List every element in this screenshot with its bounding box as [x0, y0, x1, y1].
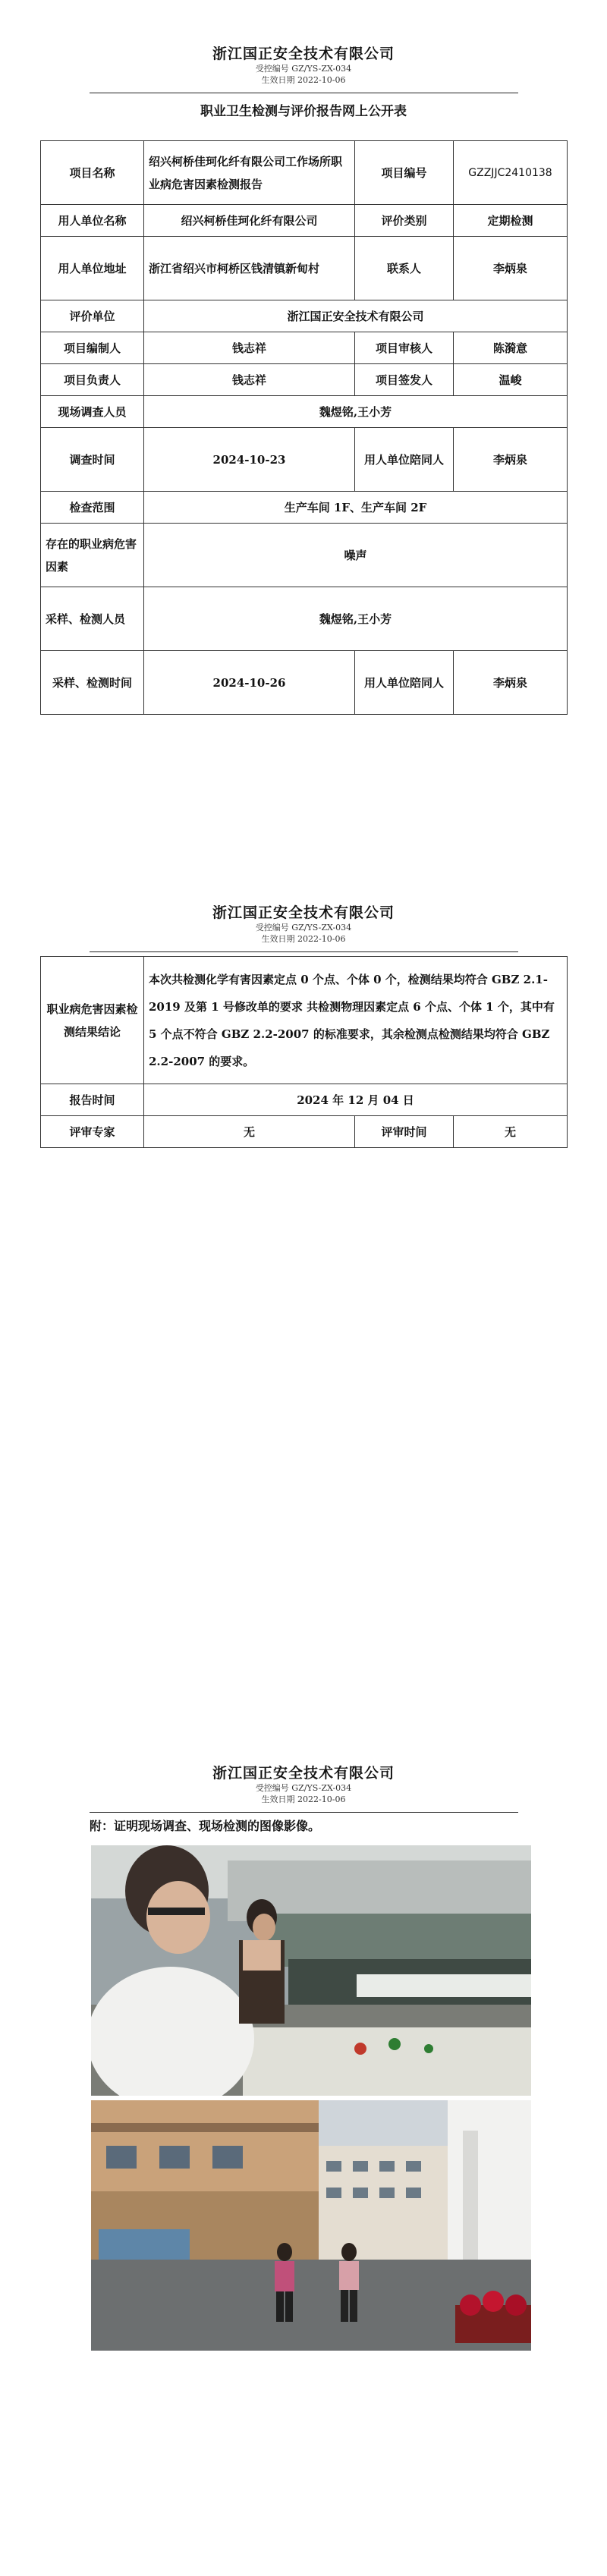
attachment-title: 附：证明现场调查、现场检测的图像影像。: [90, 1819, 321, 1833]
escort1-label: 用人单位陪同人: [355, 428, 454, 492]
report-info-table: [40, 140, 568, 715]
site-survey-photo: [91, 1845, 531, 2096]
employer-label: 用人单位名称: [41, 205, 144, 237]
effective-date: 生效日期 2022-10-06: [261, 934, 346, 944]
investigators-label: 现场调查人员: [41, 396, 144, 428]
header-rule: [90, 1812, 518, 1813]
company-name: 浙江国正安全技术有限公司: [212, 1765, 395, 1782]
experts-value: 无: [144, 1116, 355, 1148]
site-inspection-photo: [91, 2100, 531, 2351]
control-number: 受控编号 GZ/YS-ZX-034: [255, 923, 352, 933]
reviewer-label: 项目审核人: [355, 332, 454, 364]
project-no-value: GZZJJC2410138: [454, 141, 568, 205]
samplers-value: 魏煜铭,王小芳: [144, 587, 568, 651]
scope-label: 检查范围: [41, 492, 144, 524]
issuer-value: 温峻: [454, 364, 568, 396]
company-name: 浙江国正安全技术有限公司: [212, 904, 395, 921]
report-title: 职业卫生检测与评价报告网上公开表: [200, 104, 407, 119]
project-name-value: 绍兴柯桥佳珂化纤有限公司工作场所职业病危害因素检测报告: [144, 141, 355, 205]
conclusion-value: 本次共检测化学有害因素定点 0 个点、个体 0 个，检测结果均符合 GBZ 2.1-2019 及第 1 号修改单的要求 共检测物理因素定点 6 个点、个体 1 个，其中有 5 个点不符合 GBZ 2.2-2007 的标准要求，其余检测点检测结果均符合 GBZ 2.2-2007 的要求。: [144, 957, 568, 1084]
page-header: [0, 42, 607, 86]
conclusion-label: 职业病危害因素检测结果结论: [41, 957, 144, 1084]
scope-value: 生产车间 1F、生产车间 2F: [144, 492, 568, 524]
sampling-time-value: 2024-10-26: [144, 651, 355, 715]
contact-value: 李炳泉: [454, 237, 568, 300]
company-name: 浙江国正安全技术有限公司: [212, 46, 395, 62]
issuer-label: 项目签发人: [355, 364, 454, 396]
hazards-value: 噪声: [144, 524, 568, 587]
contact-label: 联系人: [355, 237, 454, 300]
compiler-value: 钱志祥: [144, 332, 355, 364]
employer-value: 绍兴柯桥佳珂化纤有限公司: [144, 205, 355, 237]
project-name-label: 项目名称: [41, 141, 144, 205]
review-time-label: 评审时间: [355, 1116, 454, 1148]
survey-time-label: 调查时间: [41, 428, 144, 492]
leader-value: 钱志祥: [144, 364, 355, 396]
escort1-value: 李炳泉: [454, 428, 568, 492]
experts-label: 评审专家: [41, 1116, 144, 1148]
project-no-label: 项目编号: [355, 141, 454, 205]
escort2-label: 用人单位陪同人: [355, 651, 454, 715]
conclusion-table: [40, 956, 568, 1148]
address-value: 浙江省绍兴市柯桥区钱清镇新甸村: [144, 237, 355, 300]
hazards-label: 存在的职业病危害因素: [41, 524, 144, 587]
review-time-value: 无: [454, 1116, 568, 1148]
report-time-label: 报告时间: [41, 1084, 144, 1116]
page-header: [0, 901, 607, 945]
eval-type-label: 评价类别: [355, 205, 454, 237]
escort2-value: 李炳泉: [454, 651, 568, 715]
samplers-label: 采样、检测人员: [41, 587, 144, 651]
effective-date: 生效日期 2022-10-06: [261, 1794, 346, 1804]
investigators-value: 魏煜铭,王小芳: [144, 396, 568, 428]
effective-date: 生效日期 2022-10-06: [261, 75, 346, 85]
address-label: 用人单位地址: [41, 237, 144, 300]
eval-type-value: 定期检测: [454, 205, 568, 237]
control-number: 受控编号 GZ/YS-ZX-034: [255, 1783, 352, 1793]
survey-time-value: 2024-10-23: [144, 428, 355, 492]
leader-label: 项目负责人: [41, 364, 144, 396]
sampling-time-label: 采样、检测时间: [41, 651, 144, 715]
report-time-value: 2024 年 12 月 04 日: [144, 1084, 568, 1116]
eval-unit-label: 评价单位: [41, 300, 144, 332]
eval-unit-value: 浙江国正安全技术有限公司: [144, 300, 568, 332]
control-number: 受控编号 GZ/YS-ZX-034: [255, 64, 352, 74]
page-header: [0, 1762, 607, 1805]
compiler-label: 项目编制人: [41, 332, 144, 364]
header-rule: [90, 951, 518, 952]
reviewer-value: 陈漪意: [454, 332, 568, 364]
